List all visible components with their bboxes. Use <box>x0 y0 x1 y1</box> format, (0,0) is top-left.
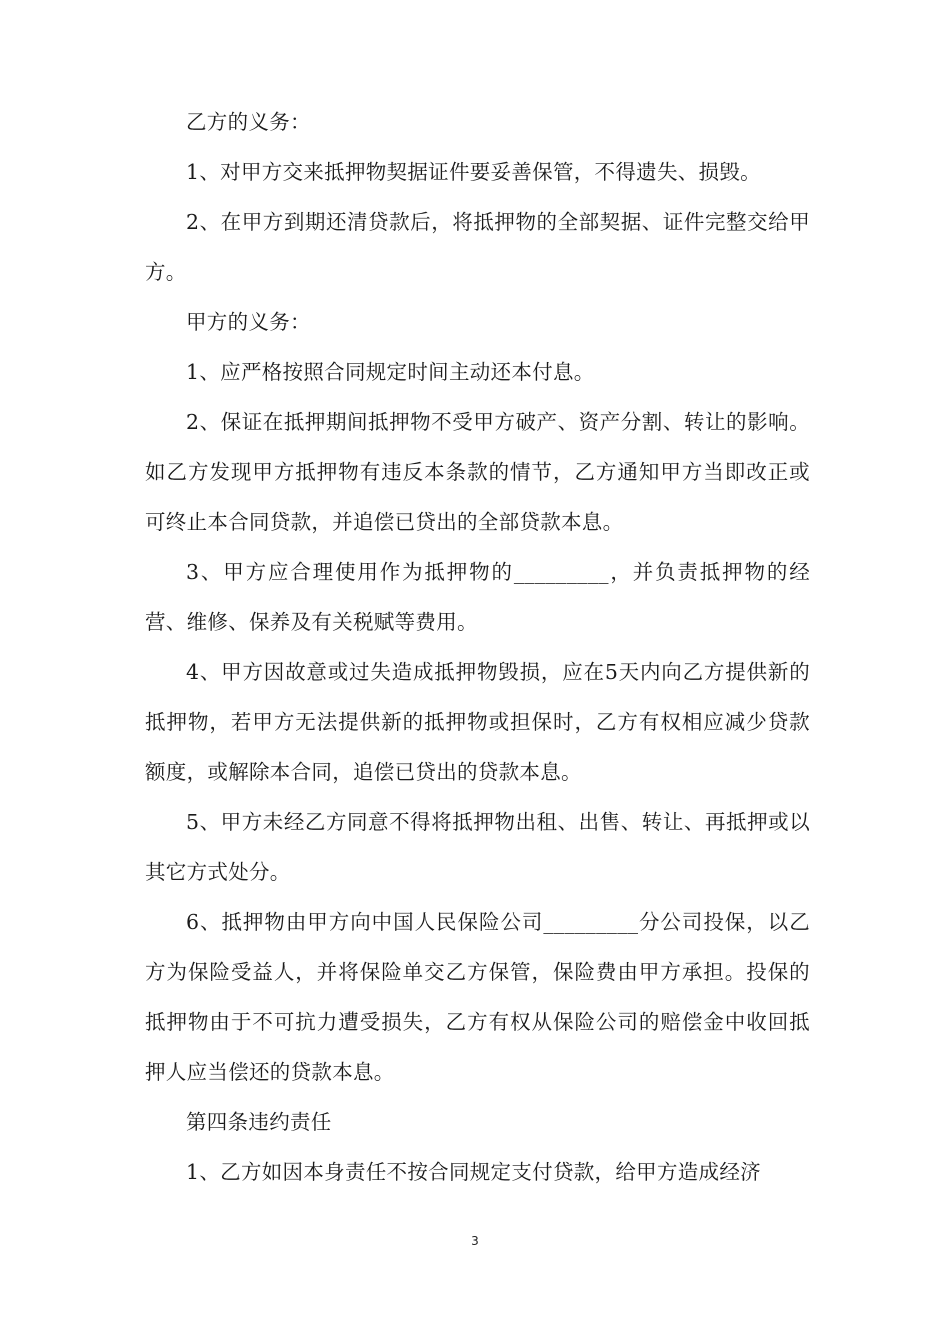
paragraph: 5、甲方未经乙方同意不得将抵押物出租、出售、转让、再抵押或以其它方式处分。 <box>145 810 810 884</box>
paragraph: 1、应严格按照合同规定时间主动还本付息。 <box>186 360 595 384</box>
section-heading-article-four: 第四条违约责任 <box>186 1110 332 1134</box>
section-heading-party-b-obligations: 乙方的义务： <box>186 110 311 134</box>
section-heading-party-a-obligations: 甲方的义务： <box>186 310 311 334</box>
paragraph: 6、抵押物由甲方向中国人民保险公司_________分公司投保，以乙方为保险受益人，并将保险单交乙方保管，保险费由甲方承担。投保的抵押物由于不可抗力遭受损失，乙方有权从保险公司的赔偿金中收回抵押人应当偿还的贷款本息。 <box>145 910 810 1084</box>
paragraph: 3、甲方应合理使用作为抵押物的_________，并负责抵押物的经营、维修、保养及有关税赋等费用。 <box>145 560 810 634</box>
page-number: 3 <box>471 1234 479 1248</box>
paragraph: 2、在甲方到期还清贷款后，将抵押物的全部契据、证件完整交给甲方。 <box>145 210 810 284</box>
paragraph: 4、甲方因故意或过失造成抵押物毁损，应在5天内向乙方提供新的抵押物，若甲方无法提供新的抵押物或担保时，乙方有权相应减少贷款额度，或解除本合同，追偿已贷出的贷款本息。 <box>145 660 810 784</box>
paragraph: 1、对甲方交来抵押物契据证件要妥善保管，不得遗失、损毁。 <box>186 160 761 184</box>
document-body <box>145 97 810 1197</box>
paragraph: 2、保证在抵押期间抵押物不受甲方破产、资产分割、转让的影响。如乙方发现甲方抵押物有违反本条款的情节，乙方通知甲方当即改正或可终止本合同贷款，并追偿已贷出的全部贷款本息。 <box>145 410 810 534</box>
paragraph: 1、乙方如因本身责任不按合同规定支付贷款，给甲方造成经济 <box>186 1160 761 1184</box>
